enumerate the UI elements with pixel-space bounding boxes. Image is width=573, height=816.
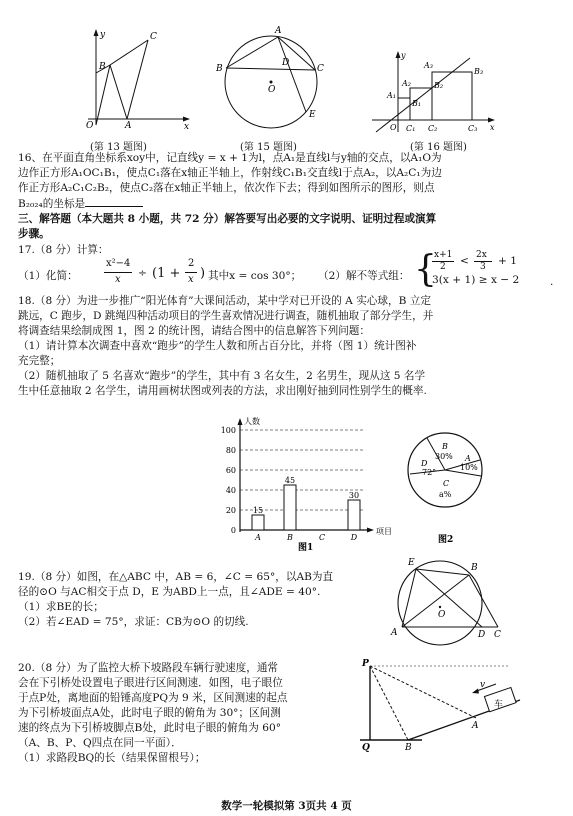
bar-chart-figure-1 xyxy=(208,417,392,553)
fig15-label-b: B xyxy=(216,64,223,74)
pie-caption: 图2 xyxy=(438,535,454,545)
q20-label-a: A xyxy=(472,721,479,731)
y-tick-label: 20 xyxy=(225,506,236,515)
q17-end: . xyxy=(550,276,554,288)
answer-blank xyxy=(85,196,143,207)
fig16-label-c1: C₁ xyxy=(406,124,416,133)
page-footer: 数学一轮模拟第 3页共 4 页 xyxy=(221,800,352,812)
fig13-label-y: y xyxy=(100,30,106,40)
q17-frac1-num: x²−4 xyxy=(106,258,131,269)
pie-chart-figure-2 xyxy=(405,418,485,546)
fig16-label-a3: A₃ xyxy=(424,61,433,70)
q18-line-3: 将调查结果绘制成图 1，图 2 的统计图，请结合图中的信息解答下列问题： xyxy=(18,325,370,337)
fig13-label-x: x xyxy=(184,122,190,132)
q18-line-5: 充完整； xyxy=(18,355,61,367)
pie-label-a-pct: 10% xyxy=(460,463,478,472)
fig16-label-c2: C₂ xyxy=(428,124,438,133)
q17-ineq2: 3(x + 1) ≥ x − 2 xyxy=(432,274,520,286)
pie-label-b: B xyxy=(442,442,448,451)
bar xyxy=(284,485,296,530)
q19-label-b: B xyxy=(471,563,478,573)
fig15-label-e: E xyxy=(309,110,316,120)
section3-line-2: 步骤。 xyxy=(18,228,50,240)
q19-line-1: 19.（8 分）如图，在△ABC 中，AB = 6，∠C = 65°，以AB为直 xyxy=(18,571,334,583)
fig16-label-x: x xyxy=(490,123,495,132)
q17-ineq1-den1: 2 xyxy=(440,262,446,272)
y-axis-arrow xyxy=(238,418,243,425)
figure-15 xyxy=(216,25,325,130)
q19-line-3: （1）求BE的长； xyxy=(18,601,104,613)
q19-label-e: E xyxy=(408,558,415,568)
q17-frac2-den: x xyxy=(188,274,194,285)
fig13-label-b: B xyxy=(99,62,106,72)
fig16-label-y: y xyxy=(401,51,406,60)
bar-value-label: 45 xyxy=(284,476,296,485)
q17-paren-close: ) xyxy=(200,266,206,281)
q16-line-3: 作正方形A₂C₁C₂B₂，使点C₂落在x轴正半轴上，依次作下去；得到如图所示的图形，则点 xyxy=(18,182,435,194)
pie-label-c-pct: a% xyxy=(439,490,452,499)
q17-part2-prefix: （2）解不等式组： xyxy=(318,270,410,282)
x-axis-arrow xyxy=(367,528,374,533)
q18-line-2: 跳远，C 跑步，D 跳绳四种活动项目的学生喜欢情况进行调查，随机抽取了部分学生，并 xyxy=(18,310,434,322)
fig16-label-b2: B₂ xyxy=(434,81,444,90)
fig16-label-c3: C₃ xyxy=(468,124,478,133)
q20-label-q: Q xyxy=(362,743,370,753)
q18-line-6: （2）随机抽取了 5 名喜欢“跑步”的学生，其中有 3 名女生，2 名男生，现从这 5 名学 xyxy=(18,370,426,382)
fig13-label-o: O xyxy=(86,121,94,131)
q20-label-v: v xyxy=(480,680,486,690)
pie-label-b-pct: 30% xyxy=(435,452,453,461)
q17-frac2-bar xyxy=(185,272,197,273)
fig16-label-b1: B₁ xyxy=(412,99,422,108)
q17-ineq1-num2: 2x xyxy=(476,250,487,260)
q19-label-d: D xyxy=(478,630,486,640)
q18-line-4: （1）请计算本次调查中喜欢“跑步”的学生人数和所占百分比，并将（图 1）统计图补 xyxy=(18,340,417,352)
x-axis-label: 项目 xyxy=(376,527,392,536)
pie-label-c: C xyxy=(443,479,450,488)
q20-label-b: B xyxy=(405,743,412,753)
fig15-label-a: A xyxy=(275,26,282,36)
q17-frac1-den: x xyxy=(115,274,121,285)
fig15-caption: (第 15 题图) xyxy=(240,142,297,153)
q17-ineq1-tail: + 1 xyxy=(498,255,517,267)
section3-line-1: 三、解答题（本大题共 8 小题，共 72 分）解答要写出必要的文字说明、证明过程或演算 xyxy=(18,213,437,225)
x-tick-label: C xyxy=(318,533,326,542)
q18-line-7: 生中任意抽取 2 名学生，请用画树状图或列表的方法，求出刚好抽到同性别学生的概率. xyxy=(18,385,427,397)
q17-paren-open: (1 + xyxy=(152,266,181,281)
figure-13 xyxy=(80,25,190,130)
q17-frac2-num: 2 xyxy=(188,258,195,269)
x-tick-label: A xyxy=(255,533,261,542)
x-tick-label: B xyxy=(287,533,293,542)
bar-value-label: 30 xyxy=(348,491,360,500)
fig15-label-d: D xyxy=(282,58,290,68)
q16-line-2: 边作正方形A₁OC₁B₁，使点C₁落在x轴正半轴上，作射线C₁B₁交直线l于点A₂，以A₂C₁为边 xyxy=(18,167,442,179)
q20-line-1: 20.（8 分）为了监控大桥下坡路段车辆行驶速度，通常 xyxy=(18,662,279,674)
pie-label-d: D xyxy=(421,459,428,468)
q16-line-4 xyxy=(18,196,143,211)
q20-line-6: （A、B、P、Q四点在同一平面）． xyxy=(18,737,182,749)
fig13-caption: (第 13 题图) xyxy=(90,142,147,153)
q20-line-3: 于点P处，离地面的铅锤高度PQ为 9 米，区间测速的起点 xyxy=(18,692,288,704)
q20-line-2: 会在下引桥处设置电子眼进行区间测速．如图，电子眼位 xyxy=(18,677,283,689)
q19-label-a: A xyxy=(391,628,398,638)
q19-line-2: 径的⊙O 与AC相交于点 D，E 为ABD上一点，且∠ADE = 40°. xyxy=(18,586,321,598)
bar-value-label: 15 xyxy=(252,506,264,515)
q17-frac1-bar xyxy=(104,272,132,273)
q19-label-o: O xyxy=(438,610,446,620)
q19-label-c: C xyxy=(494,630,501,640)
q16-line-1: 16、在平面直角坐标系xoy中，记直线y = x + 1为l，点A₁是直线l与y轴的交点，以A₁O为 xyxy=(18,152,442,164)
bar xyxy=(252,515,264,530)
y-tick-label: 0 xyxy=(230,526,236,535)
q17-ineq1-num1: x+1 xyxy=(434,250,453,260)
q20-line-7: （1）求路段BQ的长（结果保留根号）； xyxy=(18,752,206,764)
q17-head: 17.（8 分）计算： xyxy=(18,244,109,256)
q20-line-5: 速的终点为下引桥坡脚点B处，此时电子眼的俯角为 60° xyxy=(18,722,281,734)
chart-caption: 图1 xyxy=(298,543,314,553)
q20-label-p: P xyxy=(362,659,369,669)
y-axis-label: 人数 xyxy=(244,417,260,426)
fig15-label-c: C xyxy=(317,64,324,74)
fig16-caption: (第 16 题图) xyxy=(410,142,467,153)
q20-line-4: 为下引桥坡面点A处，此时电子眼的俯角为 30°；区间测 xyxy=(18,707,281,719)
fig15-label-o: O xyxy=(268,85,276,95)
y-tick-label: 60 xyxy=(225,466,236,475)
q17-part1-prefix: （1）化简： xyxy=(18,270,78,282)
y-tick-label: 40 xyxy=(225,486,236,495)
q17-part1-cond: 其中x = cos 30°； xyxy=(208,270,302,282)
q20-figure xyxy=(360,659,525,753)
fig16-label-b3: B₃ xyxy=(474,67,484,76)
q17-div: ÷ xyxy=(138,267,147,279)
figure-16 xyxy=(370,50,500,135)
pie-label-d-angle: 72° xyxy=(422,468,437,477)
q18-line-1: 18.（8 分）为进一步推广“阳光体育”大课间活动，某中学对已开设的 A 实心球，B 立定 xyxy=(18,295,431,307)
fig16-label-a1: A₁ xyxy=(387,91,396,100)
fig13-label-a: A xyxy=(125,121,132,131)
q16-line-4-text: B₂₀₂₄的坐标是 xyxy=(18,198,86,210)
q17-brace: { xyxy=(414,249,437,290)
q19-figure xyxy=(388,555,518,650)
fig13-label-c: C xyxy=(150,32,157,42)
y-tick-label: 80 xyxy=(225,446,236,455)
y-tick-label: 100 xyxy=(220,426,236,435)
q17-ineq1-mid: < xyxy=(460,255,469,267)
x-tick-label: D xyxy=(350,533,358,542)
pie-label-a: A xyxy=(465,454,471,463)
fig16-label-a2: A₂ xyxy=(402,79,411,88)
q20-label-car: 车 xyxy=(494,700,504,710)
bar xyxy=(348,500,360,530)
q17-ineq1-den2: 3 xyxy=(480,262,486,272)
fig16-label-o: O xyxy=(390,123,397,132)
q19-line-4: （2）若∠EAD = 75°，求证：CB为⊙O 的切线. xyxy=(18,616,249,628)
